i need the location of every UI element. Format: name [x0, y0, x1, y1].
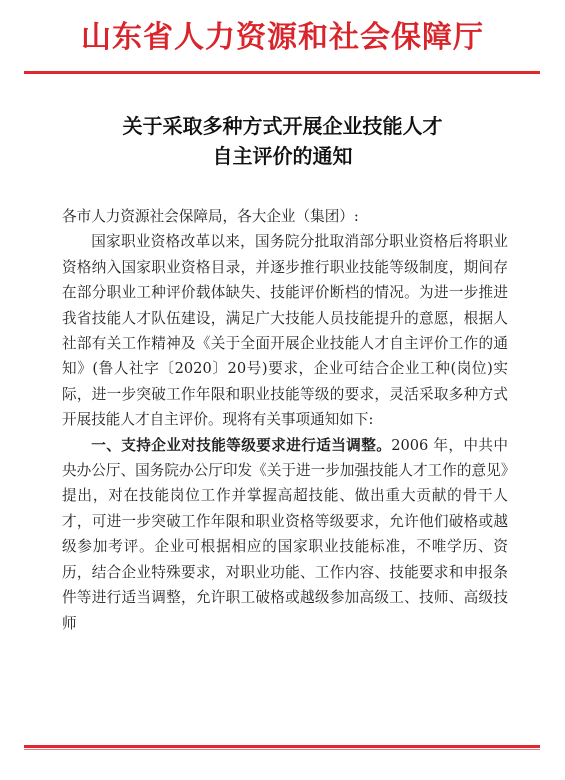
document-body [62, 204, 508, 636]
letterhead-red-rule [24, 71, 540, 74]
section-1-body: 2006 年，中共中央办公厅、国务院办公厅印发《关于进一步加强技能人才工作的意见》提出，对在技能岗位工作并掌握高超技能、做出重大贡献的骨干人才，可进一步突破工作年限和职业资格等级要求，允许他们破格或越级参加考评。企业可根据相应的国家职业技能标准，不唯学历、资历，结合企业特殊要求，对职业功能、工作内容、技能要求和申报条件等进行适当调整，允许职工破格或越级参加高级工、技师、高级技师 [62, 436, 508, 632]
document-title-line-1: 关于采取多种方式开展企业技能人才 [122, 114, 443, 138]
paragraph-section-1 [62, 433, 508, 636]
salutation: 各市人力资源社会保障局，各大企业（集团）: [62, 208, 359, 225]
paragraph-intro: 国家职业资格改革以来，国务院分批取消部分职业资格后将职业资格纳入国家职业资格目录，并逐步推行职业技能等级制度，期间存在部分职业工种评价载体缺失、技能评价断档的情况。为进一步推进我省技能人才队伍建设，满足广大技能人员技能提升的意愿，根据人社部有关工作精神及《关于全面开展企业技能人才自主评价工作的通知》(鲁人社字〔2020〕20号)要求，企业可结合企业工种(岗位)实际，进一步突破工作年限和职业技能等级的要求，灵活采取多种方式开展技能人才自主评价。现将有关事项通知如下: [62, 233, 508, 429]
document-title [0, 111, 565, 171]
letterhead-org-name: 山东省人力资源和社会保障厅 [81, 20, 484, 55]
footer-red-rule-thin [24, 749, 540, 750]
document-title-line-2: 自主评价的通知 [212, 144, 353, 168]
section-1-heading: 一、支持企业对技能等级要求进行适当调整。 [91, 436, 392, 454]
footer-red-rule [24, 745, 540, 748]
